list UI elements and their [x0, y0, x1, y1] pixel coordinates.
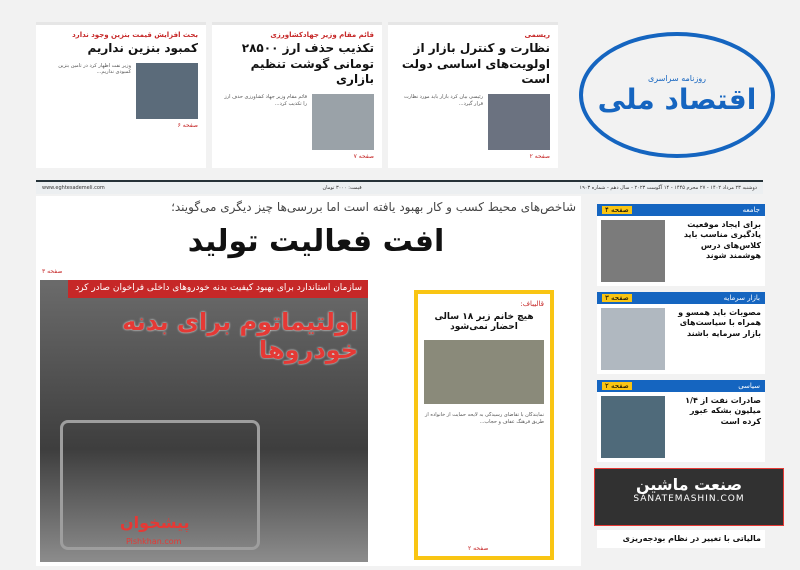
- teaser-kicker: بحث افزایش قیمت بنزین وجود ندارد: [72, 31, 198, 39]
- page-ref: صفحه ۲: [529, 152, 550, 160]
- side-body: نمایندگان با تقاضای رسیدگی به لایحه حمایت از خانواده از طریق فرهنگ عفاف و حجاب...: [425, 412, 544, 425]
- teaser-headline[interactable]: تکذیب حذف ارز ۲۸۵۰۰ تومانی گوشت تنظیم بازاری: [241, 41, 374, 87]
- section-text[interactable]: صادرات نفت از ۱/۴ میلیون بشکه عبور کرده است: [685, 396, 761, 426]
- main-headline[interactable]: افت فعالیت تولید: [187, 224, 445, 259]
- side-title[interactable]: هیچ خانم زیر ۱۸ سالی احضار نمی‌شود: [434, 312, 534, 332]
- page-ref: صفحه ۷: [353, 152, 374, 160]
- teaser-image: [136, 63, 198, 119]
- date-bar: [36, 180, 763, 194]
- issue-info: دوشنبه ۲۳ مرداد ۱۴۰۲ - ۲۷ محرم ۱۴۴۵ - ۱۴ آگوست ۲۰۲۳ - سال دهم - شماره ۱۹۰۳: [579, 185, 757, 191]
- masthead-logo: [566, 22, 788, 168]
- teaser-kicker: ریسمی: [524, 31, 550, 39]
- section-name: سیاسی: [738, 382, 760, 390]
- teaser-body: رئیسی بیان کرد بازار باید مورد نظارت قرار گیرد...: [403, 93, 483, 107]
- side-story[interactable]: [414, 290, 554, 560]
- watermark-url: Pishkhan.com: [126, 537, 182, 546]
- page-ref: صفحه ۳: [42, 268, 63, 275]
- main-kicker: شاخص‌های محیط کسب و کار بهبود یافته است اما بررسی‌ها چیز دیگری می‌گویند؛: [171, 200, 576, 214]
- page-ref: صفحه ۲: [468, 545, 489, 552]
- watermark: پیشخوان: [120, 513, 190, 532]
- teaser-image: [312, 94, 374, 150]
- section-column-item[interactable]: [597, 380, 765, 462]
- main-photo: [40, 280, 368, 562]
- page-ref: صفحه ۲: [602, 382, 632, 390]
- teaser-body: وزیر نفت اظهار کرد در تامین بنزین کمبودی نداریم...: [58, 62, 131, 76]
- photo-headline[interactable]: اولتیماتوم برای بدنه خودروها: [122, 308, 358, 364]
- section-text[interactable]: برای ایجاد موقعیت یادگیری مناسب باید کلاس‌های درس هوشمند شوند: [683, 220, 761, 261]
- section-column-item[interactable]: [597, 204, 765, 286]
- teaser-body: قائم مقام وزیر جهاد کشاورزی حذف ارز را تکذیب کرد...: [224, 93, 307, 107]
- logo-oval: [579, 32, 775, 158]
- stamp-fa: صنعت ماشین: [635, 475, 743, 494]
- side-photo: [424, 340, 544, 404]
- site-watermark-badge: [594, 468, 784, 526]
- teaser-card[interactable]: [212, 22, 382, 168]
- teaser-image: [488, 94, 550, 150]
- logo-subtitle: روزنامه سراسری: [647, 73, 707, 83]
- photo-strip: سازمان استاندارد برای بهبود کیفیت بدنه خودروهای داخلی فراخوان صادر کرد: [68, 280, 368, 298]
- page-ref: صفحه ۶: [177, 121, 198, 129]
- section-image: [601, 220, 665, 282]
- teaser-kicker: قائم مقام وزیر جهادکشاورزی: [270, 31, 374, 39]
- section-name: جامعه: [742, 206, 760, 214]
- section-text[interactable]: مصوبات باید همسو و همراه با سیاست‌های بازار سرمایه باشند: [678, 308, 761, 338]
- teaser-card[interactable]: [388, 22, 558, 168]
- teaser-card[interactable]: [36, 22, 206, 168]
- stamp-en: SANATEMASHIN.COM: [633, 494, 745, 504]
- logo-title: اقتصاد ملی: [597, 82, 757, 116]
- page-ref: صفحه ۴: [602, 206, 632, 214]
- section-column-item[interactable]: [597, 292, 765, 374]
- teaser-headline[interactable]: نظارت و کنترل بازار از اولویت‌های اساسی دولت است: [401, 41, 550, 87]
- site-url[interactable]: www.eghtesademeli.com: [42, 185, 105, 191]
- section-text[interactable]: مالیاتی با تغییر در نظام بودجه‌ریزی: [622, 534, 761, 543]
- section-image: [601, 308, 665, 370]
- section-column-item[interactable]: [597, 530, 765, 548]
- side-kicker: قالیباف:: [520, 300, 544, 308]
- price-label: قیمت: ۳۰۰۰ تومان: [322, 185, 362, 191]
- page-ref: صفحه ۳: [602, 294, 632, 302]
- section-image: [601, 396, 665, 458]
- section-name: بازار سرمایه: [723, 294, 760, 302]
- teaser-headline[interactable]: کمبود بنزین نداریم: [87, 41, 198, 55]
